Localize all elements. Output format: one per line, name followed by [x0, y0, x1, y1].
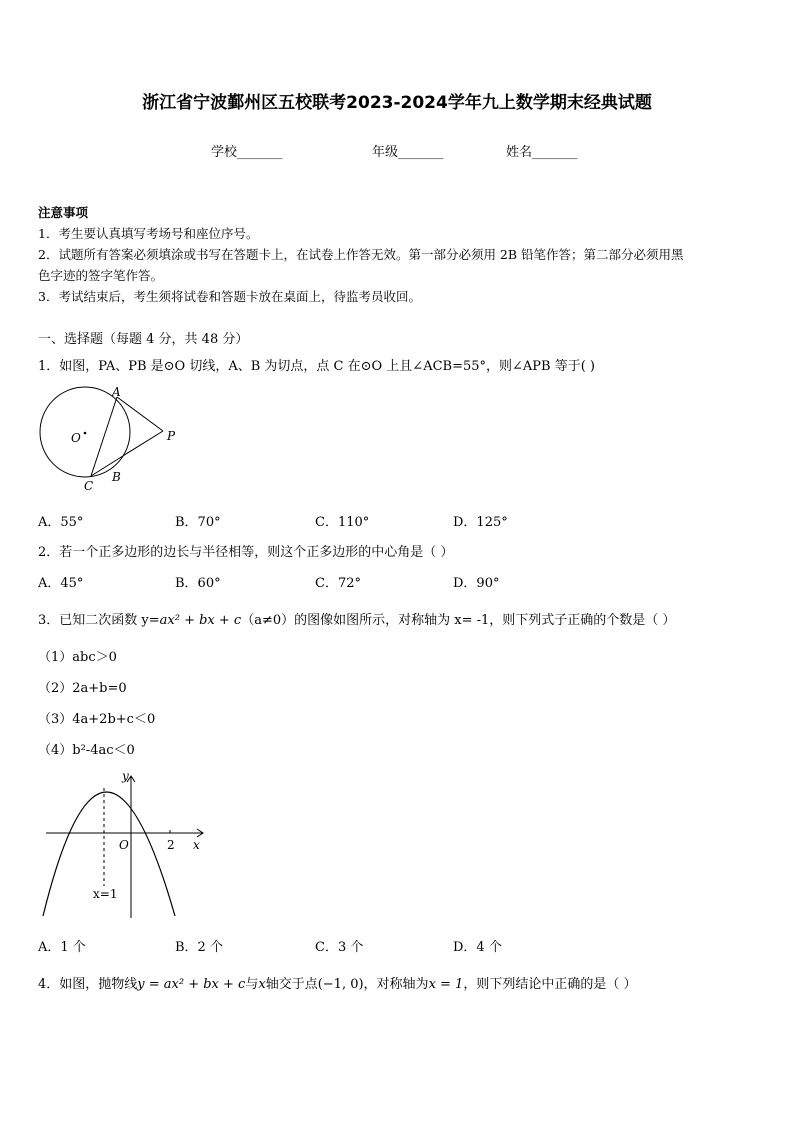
q1-figure — [38, 383, 188, 493]
q3-text — [38, 609, 675, 628]
notice-item-3: 3．考试结束后，考生须将试卷和答题卡放在桌面上，待监考员收回。 — [38, 289, 421, 304]
q2-text: 2．若一个正多边形的边长与半径相等，则这个正多边形的中心角是（ ） — [38, 545, 454, 560]
q4-point: (−1, 0) — [317, 977, 364, 992]
q1-option-b: B．70° — [175, 515, 221, 530]
label-p: P — [167, 429, 176, 443]
q3-text-b: （a≠0）的图像如图所示，对称轴为 x= -1，则下列式子正确的个数是（ ） — [241, 613, 676, 628]
label-o: O — [71, 431, 81, 445]
center-dot — [84, 432, 87, 435]
label-symmetry: x=1 — [93, 887, 118, 901]
q2-option-a: A．45° — [38, 576, 84, 591]
school-field — [211, 141, 283, 160]
q3-figure — [38, 768, 218, 923]
q3-option-c: C．3 个 — [315, 940, 364, 955]
q4-xvar: x — [258, 977, 266, 992]
q1-option-a: A．55° — [38, 515, 84, 530]
q4-text-c: 轴交于点 — [265, 977, 318, 992]
q1-option-d: D．125° — [453, 515, 508, 530]
school-blank: _______ — [237, 145, 283, 160]
q3-formula: ax² + bx + c — [159, 613, 242, 628]
notice-item-2-cont: 色字迹的签字笔作答。 — [38, 268, 164, 283]
label-c: C — [84, 479, 94, 493]
q3-item-2: （2）2a+b=0 — [38, 681, 127, 696]
name-blank: _______ — [532, 145, 578, 160]
q3-option-a: A．1 个 — [38, 940, 86, 955]
label-origin: O — [119, 838, 129, 852]
page-title: 浙江省宁波鄞州区五校联考2023-2024学年九上数学期末经典试题 — [142, 93, 652, 113]
q3-text-a: 3．已知二次函数 y= — [38, 613, 160, 628]
q1-option-c: C．110° — [315, 515, 370, 530]
label-y: y — [122, 769, 129, 783]
grade-blank: _______ — [398, 145, 444, 160]
notice-item-1: 1．考生要认真填写考场号和座位序号。 — [38, 226, 259, 241]
q3-option-d: D．4 个 — [453, 940, 502, 955]
notice-heading: 注意事项 — [38, 205, 89, 220]
q4-text-e: ，则下列结论中正确的是（ ） — [463, 977, 637, 992]
label-x: x — [193, 838, 200, 852]
q4-text — [38, 973, 636, 992]
q3-item-1: （1）abc＞0 — [38, 650, 117, 665]
q4-text-b: 与 — [245, 977, 259, 992]
q4-axis: x = 1 — [428, 977, 464, 992]
section-heading: 一、选择题（每题 4 分，共 48 分） — [38, 332, 249, 347]
grade-label: 年级 — [372, 145, 399, 160]
q3-item-3: （3）4a+2b+c＜0 — [38, 712, 156, 727]
tangent-pa — [117, 397, 163, 431]
chord-ac — [91, 397, 117, 476]
q3-item-4: （4）b²-4ac＜0 — [38, 743, 135, 758]
q2-option-b: B．60° — [175, 576, 221, 591]
tangent-pb — [126, 431, 163, 454]
q3-option-b: B．2 个 — [175, 940, 223, 955]
name-field — [506, 141, 578, 160]
label-2: 2 — [167, 838, 175, 852]
grade-field — [372, 141, 444, 160]
q4-formula: y = ax² + bx + c — [137, 977, 246, 992]
name-label: 姓名 — [506, 145, 533, 160]
q2-option-c: C．72° — [315, 576, 361, 591]
notice-item-2: 2．试题所有答案必须填涂或书写在答题卡上，在试卷上作答无效。第一部分必须用 2B 铅笔作答；第二部分必须用黑 — [38, 247, 684, 262]
label-b: B — [112, 470, 121, 484]
q2-option-d: D．90° — [453, 576, 500, 591]
q4-text-d: ，对称轴为 — [363, 977, 429, 992]
q4-text-a: 4．如图，抛物线 — [38, 977, 138, 992]
label-a: A — [112, 385, 121, 399]
q1-text: 1．如图，PA、PB 是⊙O 切线，A、B 为切点，点 C 在⊙O 上且∠ACB=55°，则∠APB 等于( ) — [38, 359, 596, 374]
school-label: 学校 — [211, 145, 238, 160]
